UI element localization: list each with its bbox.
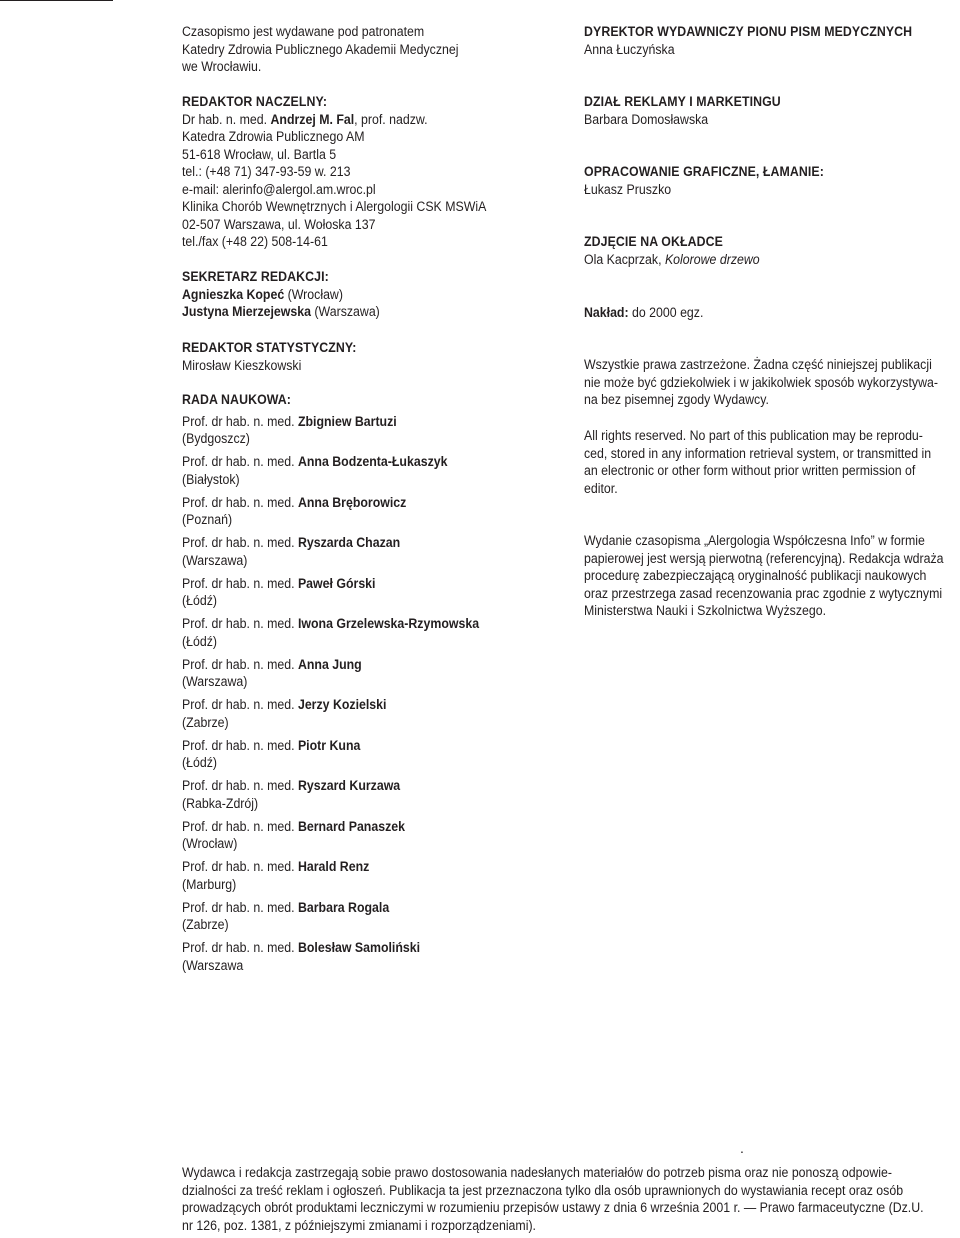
board-member-name: Anna Jung: [297, 656, 362, 673]
rights-en-line: ced, stored in any information retrieval system, or transmitted in: [584, 445, 932, 462]
board-member-title: Prof. dr hab. n. med.: [182, 697, 298, 713]
board-member-name: Ryszarda Chazan: [297, 535, 401, 551]
editor-address-line: 02-507 Warszawa, ul. Wołoska 137: [182, 216, 376, 233]
board-member-city: (Warszawa): [182, 552, 248, 569]
board-member: [182, 414, 547, 449]
board-member: [182, 900, 547, 935]
patronage-line: Czasopismo jest wydawane pod patronatem: [182, 24, 425, 40]
board-member: [182, 697, 547, 732]
rights-en-line: All rights reserved. No part of this publication may be reprodu-: [584, 428, 923, 444]
editor-address-line: Katedra Zdrowia Publicznego AM: [182, 129, 365, 145]
board-member: [182, 819, 547, 854]
board-member: [182, 778, 547, 813]
cover-photo-credit: [584, 252, 760, 270]
editor-title-suffix: , prof. nadzw.: [354, 111, 428, 128]
reference-line: Wydanie czasopisma „Alergologia Współczesna Info” w formie: [584, 533, 925, 549]
board-member-city: (Łódź): [182, 633, 217, 650]
board-member-name: Bolesław Samoliński: [297, 940, 421, 956]
circulation-label: Nakład:: [584, 305, 629, 321]
board-member-city: (Białystok): [182, 471, 240, 488]
board-member-title-line: [182, 738, 547, 756]
cover-photo-section: [584, 234, 760, 269]
board-member-city: (Łódź): [182, 755, 217, 771]
board-member-name: Ryszard Kurzawa: [297, 778, 401, 794]
footer-line: Wydawca i redakcja zastrzegają sobie prawo dostosowania nadesłanych materiałów do potrzeb pisma oraz nie ponoszą odpowie-: [182, 1165, 893, 1181]
board-member: [182, 454, 547, 489]
board-member-name: Barbara Rogala: [297, 899, 390, 916]
statistical-editor-section: [182, 340, 356, 375]
board-member: [182, 940, 547, 975]
cover-photo-title: Kolorowe drzewo: [664, 251, 760, 268]
board-member: [182, 495, 547, 530]
patronage-line: Katedry Zdrowia Publicznego Akademii Medycznej: [182, 41, 459, 58]
statistical-editor-name: Mirosław Kieszkowski: [182, 357, 302, 374]
rights-en-line: editor.: [584, 480, 618, 497]
reference-line: procedurę zabezpieczającą oryginalność publikacji naukowych: [584, 568, 927, 584]
board-member-title: Prof. dr hab. n. med.: [182, 859, 298, 875]
editor-address-line: 51-618 Wrocław, ul. Bartla 5: [182, 146, 337, 163]
board-member-city: (Wrocław): [182, 836, 238, 852]
graphics-name: Łukasz Pruszko: [584, 181, 672, 198]
board-member: [182, 657, 547, 692]
board-member-title-line: [182, 819, 547, 837]
editor-in-chief-name-line: [182, 112, 486, 130]
board-member-title-line: [182, 454, 547, 472]
board-member-city: (Rabka-Zdrój): [182, 795, 259, 812]
advertising-name: Barbara Domosławska: [584, 111, 709, 128]
board-member-name: Zbigniew Bartuzi: [297, 413, 397, 430]
legal-footer: [182, 1165, 930, 1235]
board-member-title-line: [182, 778, 547, 796]
board-member-title-line: [182, 576, 547, 594]
board-member-title-line: [182, 657, 547, 675]
statistical-editor-heading: REDAKTOR STATYSTYCZNY:: [182, 340, 357, 356]
board-member-title-line: [182, 697, 547, 715]
board-member-title: Prof. dr hab. n. med.: [182, 778, 298, 794]
board-member-name: Anna Bodzenta-Łukaszyk: [297, 454, 448, 470]
editor-fax-line: tel./fax (+48 22) 508-14-61: [182, 234, 328, 250]
board-member-name: Jerzy Kozielski: [297, 697, 387, 713]
board-member-title: Prof. dr hab. n. med.: [182, 899, 298, 916]
board-member-title: Prof. dr hab. n. med.: [182, 454, 298, 470]
board-member-title-line: [182, 940, 547, 958]
circulation-value: do 2000 egz.: [628, 305, 704, 321]
board-member-title: Prof. dr hab. n. med.: [182, 656, 298, 673]
secretary-city: (Wrocław): [284, 286, 343, 303]
board-member-title: Prof. dr hab. n. med.: [182, 616, 298, 632]
board-member-city: (Zabrze): [182, 714, 229, 731]
secretary-member: [182, 304, 380, 322]
board-member-city: (Marburg): [182, 876, 237, 893]
corner-rule: [0, 0, 113, 1]
board-member-title-line: [182, 616, 547, 634]
editor-in-chief-heading: REDAKTOR NACZELNY:: [182, 94, 328, 110]
rights-pl-line: Wszystkie prawa zastrzeżone. Żadna część niniejszej publikacji: [584, 357, 932, 373]
board-member-name: Paweł Górski: [297, 575, 376, 592]
scientific-board-heading: RADA NAUKOWA:: [182, 392, 292, 408]
board-member-title: Prof. dr hab. n. med.: [182, 818, 298, 835]
graphics-section: [584, 164, 824, 199]
board-member: [182, 535, 547, 570]
rights-pl-paragraph: [584, 357, 938, 410]
board-member: [182, 576, 547, 611]
board-member-city: (Łódź): [182, 593, 217, 609]
board-member: [182, 738, 547, 773]
scientific-board-section: [182, 392, 547, 975]
board-member-title-line: [182, 495, 547, 513]
reference-version-paragraph: [584, 533, 944, 621]
secretary-city: (Warszawa): [310, 304, 380, 320]
secretary-heading: SEKRETARZ REDAKCJI:: [182, 269, 329, 285]
scientific-board-list: [182, 414, 547, 976]
board-member-title: Prof. dr hab. n. med.: [182, 494, 298, 511]
board-member-title: Prof. dr hab. n. med.: [182, 737, 298, 754]
editor-email-line: e-mail: alerinfo@alergol.am.wroc.pl: [182, 181, 376, 198]
circulation-section: [584, 305, 703, 323]
patronage-line: we Wrocławiu.: [182, 59, 262, 75]
rights-pl-line: nie może być gdziekolwiek i w jakikolwiek sposób wykorzystywa-: [584, 374, 938, 391]
board-member: [182, 616, 547, 651]
board-member-city: (Zabrze): [182, 917, 229, 933]
secretary-name: Agnieszka Kopeć: [182, 286, 285, 303]
board-member-name: Piotr Kuna: [297, 737, 361, 754]
secretary-section: [182, 269, 380, 322]
rights-pl-line: na bez pisemnej zgody Wydawcy.: [584, 392, 769, 408]
board-member-title-line: [182, 859, 547, 877]
rights-en-line: an electronic or other form without prior written permission of: [584, 463, 916, 479]
board-member-name: Iwona Grzelewska-Rzymowska: [297, 616, 480, 632]
footer-line: dzialności za treść reklam i ogłoszeń. Publikacja ta jest przeznaczona tylko dla osób uprawnionych do wystawiania recept oraz osób: [182, 1182, 904, 1199]
reference-line: oraz przestrzega zasad recenzowania prac zgodnie z wytycznymi: [584, 585, 943, 602]
advertising-section: [584, 94, 781, 129]
board-member-city: (Warszawa: [182, 957, 244, 974]
board-member-name: Anna Bręborowicz: [297, 494, 407, 511]
board-member-name: Bernard Panaszek: [297, 818, 405, 835]
board-member-city: (Poznań): [182, 512, 233, 528]
board-member: [182, 859, 547, 894]
board-member-title-line: [182, 900, 547, 918]
board-member-title: Prof. dr hab. n. med.: [182, 940, 298, 956]
footer-line: nr 126, poz. 1381, z późniejszymi zmianami i rozporządzeniami).: [182, 1217, 536, 1234]
board-member-title-line: [182, 414, 547, 432]
footer-line: prowadzących obrót produktami leczniczymi w rozumieniu przepisów ustawy z dnia 6 września 2001 r. — Prawo farmaceutyczne (Dz.U.: [182, 1200, 924, 1216]
graphics-heading: OPRACOWANIE GRAFICZNE, ŁAMANIE:: [584, 164, 824, 180]
secretary-name: Justyna Mierzejewska: [182, 304, 311, 320]
board-member-title: Prof. dr hab. n. med.: [182, 413, 298, 430]
rights-en-paragraph: [584, 428, 931, 498]
publishing-director-section: [584, 24, 912, 59]
reference-line: papierowej jest wersją pierwotną (referencyjną). Redakcja wdraża: [584, 550, 944, 567]
board-member-city: (Bydgoszcz): [182, 431, 250, 447]
editor-in-chief-section: [182, 94, 486, 252]
publishing-director-heading: DYREKTOR WYDAWNICZY PIONU PISM MEDYCZNYCH: [584, 24, 913, 40]
board-member-title: Prof. dr hab. n. med.: [182, 575, 298, 592]
reference-line: Ministerstwa Nauki i Szkolnictwa Wyższego.: [584, 603, 827, 619]
publishing-director-name: Anna Łuczyńska: [584, 41, 675, 58]
board-member-title: Prof. dr hab. n. med.: [182, 535, 298, 551]
stray-dot: .: [740, 1140, 744, 1156]
editor-address-line: Klinika Chorób Wewnętrznych i Alergologii CSK MSWiA: [182, 199, 487, 215]
patronage-note: [182, 24, 458, 77]
secretary-member: [182, 287, 380, 305]
circulation-line: [584, 305, 703, 323]
advertising-heading: DZIAŁ REKLAMY I MARKETINGU: [584, 94, 781, 110]
cover-photo-author: Ola Kacprzak,: [584, 251, 665, 268]
editor-title-prefix: Dr hab. n. med.: [182, 111, 271, 128]
editor-in-chief-name: Andrzej M. Fal: [270, 111, 355, 128]
editor-phone-line: tel.: (+48 71) 347-93-59 w. 213: [182, 164, 351, 180]
board-member-city: (Warszawa): [182, 674, 248, 690]
board-member-title-line: [182, 535, 547, 553]
cover-photo-heading: ZDJĘCIE NA OKŁADCE: [584, 234, 723, 250]
board-member-name: Harald Renz: [297, 859, 370, 875]
